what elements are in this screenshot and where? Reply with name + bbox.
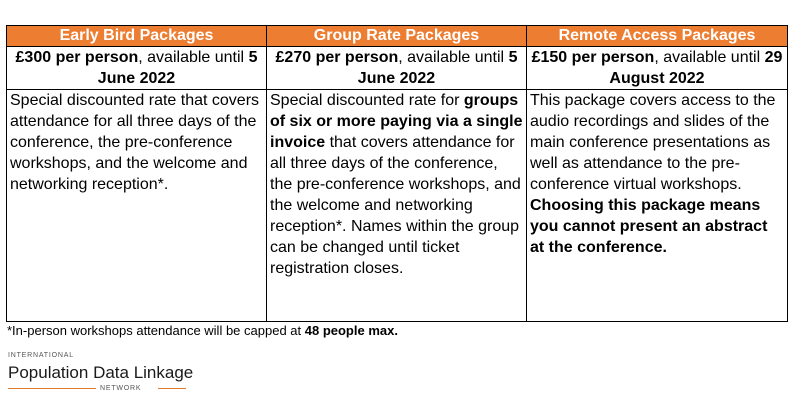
price-remote-access <box>527 47 788 90</box>
price-deadline: 5 June 2022 <box>97 49 258 87</box>
logo-rule-right <box>158 388 186 389</box>
price-availability: , available until <box>138 49 249 66</box>
packages-table <box>6 25 788 322</box>
footnote-text: *In-person workshops attendance will be capped at <box>7 323 305 338</box>
description-remote-access <box>527 90 788 322</box>
price-availability: , available until <box>398 49 509 66</box>
price-row <box>7 47 788 90</box>
description-group-rate <box>267 90 527 322</box>
description-intro: Special discounted rate for <box>270 92 464 109</box>
description-rest: that covers attendance for all three days of the conference, the pre-conference workshops, and the welcome and networking reception*. Names within the group can be changed until ticket registration closes. <box>270 134 521 277</box>
description-row <box>7 90 788 322</box>
footnote <box>7 323 398 339</box>
logo-rule-left <box>8 388 96 389</box>
header-row <box>7 26 788 47</box>
header-group-rate: Group Rate Packages <box>267 26 527 47</box>
price-deadline: 5 June 2022 <box>357 49 518 87</box>
price-early-bird <box>7 47 267 90</box>
description-text: This package covers access to the audio recordings and slides of the main conference presentations as well as attendance to the pre-conference virtual workshops. <box>530 92 776 193</box>
description-early-bird <box>7 90 267 322</box>
footnote-cap: 48 people max. <box>304 323 398 338</box>
price-availability: , available until <box>654 49 765 66</box>
price-amount: £300 per person <box>15 49 139 66</box>
description-warning: Choosing this package means you cannot present an abstract at the conference. <box>530 197 768 256</box>
description-highlight: groups of six or more paying via a single invoice <box>270 92 523 151</box>
price-group-rate <box>267 47 527 90</box>
header-early-bird: Early Bird Packages <box>7 26 267 47</box>
price-deadline: 29 August 2022 <box>609 49 783 87</box>
logo-international-text: INTERNATIONAL <box>8 352 74 359</box>
price-amount: £150 per person <box>531 49 655 66</box>
logo-network-text: NETWORK <box>100 385 142 392</box>
logo-name-text: Population Data Linkage <box>8 363 194 382</box>
description-text: Special discounted rate that covers attendance for all three days of the conference, the pre-conference workshops, and the welcome and networking reception*. <box>10 92 260 193</box>
logo-network-line <box>8 384 198 394</box>
ipdln-logo <box>8 351 198 395</box>
price-amount: £270 per person <box>275 49 399 66</box>
header-remote-access: Remote Access Packages <box>527 26 788 47</box>
